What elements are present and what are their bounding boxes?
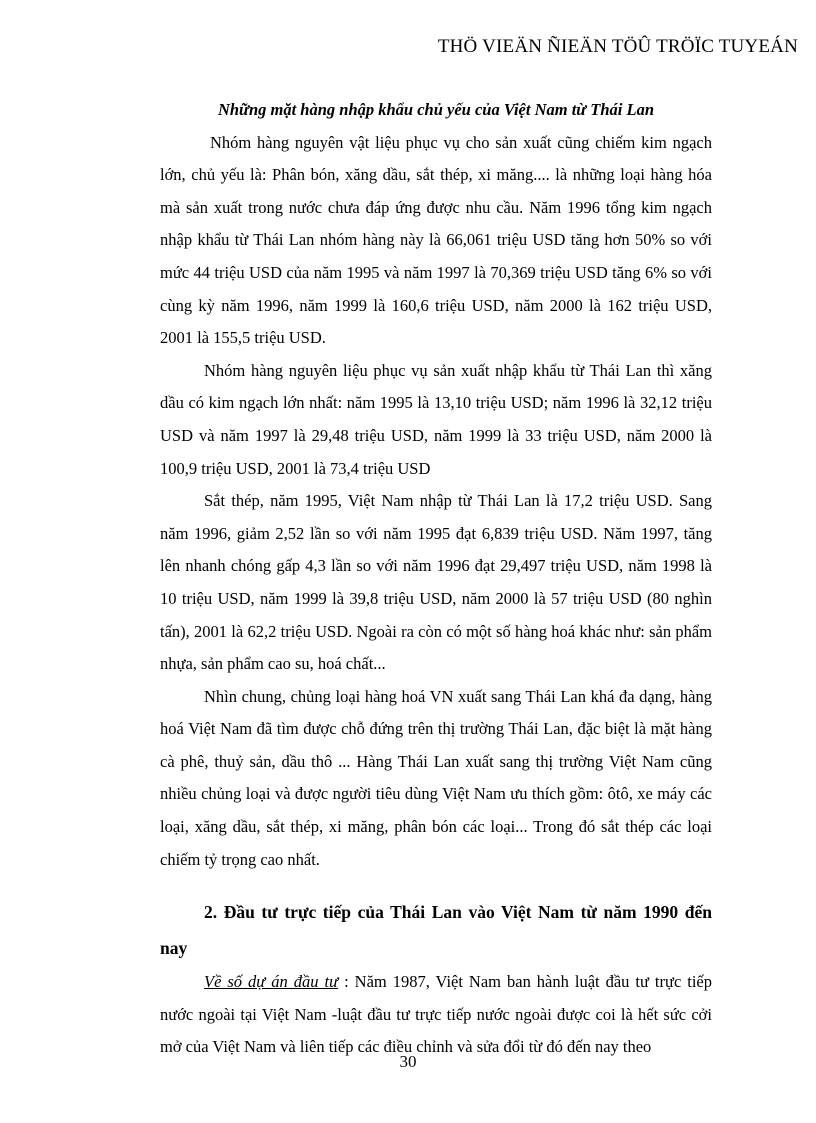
running-header: THÖ VIEÄN ÑIEÄN TÖÛ TRÖÏC TUYEÁN [437, 36, 798, 57]
page-number: 30 [399, 1052, 417, 1071]
document-body [160, 94, 712, 1064]
section-heading: Những mặt hàng nhập khẩu chủ yếu của Việt Nam từ Thái Lan [217, 100, 655, 119]
paragraph: Sắt thép, năm 1995, Việt Nam nhập từ Thái Lan là 17,2 triệu USD. Sang năm 1996, giảm 2,52 lần so với năm 1995 đạt 6,839 triệu USD. Năm 1997, tăng lên nhanh chóng gấp 4,3 lần so với năm 1996 đạt 29,497 triệu USD, năm 1998 là 10 triệu USD, năm 1999 là 39,8 triệu USD, năm 2000 là 57 triệu USD (80 nghìn tấn), 2001 là 62,2 triệu USD. Ngoài ra còn có một số hàng hoá khác như: sản phẩm nhựa, sản phẩm cao su, hoá chất... [160, 491, 712, 674]
paragraph: Nhìn chung, chủng loại hàng hoá VN xuất sang Thái Lan khá đa dạng, hàng hoá Việt Nam đã tìm được chỗ đứng trên thị trường Thái Lan, đặc biệt là mặt hàng cà phê, thuỷ sản, dầu thô ... Hàng Thái Lan xuất sang thị trường Việt Nam cũng nhiều chủng loại và được người tiêu dùng Việt Nam ưu thích gồm: ôtô, xe máy các loại, xăng dầu, sắt thép, xi măng, phân bón các loại... Trong đó sắt thép các loại chiếm tỷ trọng cao nhất. [160, 686, 712, 869]
paragraph [160, 966, 712, 1064]
paragraph: Nhóm hàng nguyên liệu phục vụ sản xuất nhập khẩu từ Thái Lan thì xăng dầu có kim ngạch lớn nhất: năm 1995 là 13,10 triệu USD; năm 1996 là 32,12 triệu USD và năm 1997 là 29,48 triệu USD, năm 1999 là 33 triệu USD, năm 2000 là 100,9 triệu USD, 2001 là 73,4 triệu USD [160, 360, 712, 478]
section-title: 2. Đầu tư trực tiếp của Thái Lan vào Việt Nam từ năm 1990 đến nay [160, 902, 712, 959]
paragraph-text: : Năm 1987, Việt Nam ban hành luật đầu tư trực tiếp nước ngoài tại Việt Nam -luật đầu tư trực tiếp nước ngoài được coi là hết sức cởi mở của Việt Nam và liên tiếp các điều chỉnh và sửa đổi từ đó đến nay theo [160, 972, 712, 1057]
paragraph: Nhóm hàng nguyên vật liệu phục vụ cho sản xuất cũng chiếm kim ngạch lớn, chủ yếu là: Phân bón, xăng dầu, sắt thép, xi măng.... là những loại hàng hóa mà sản xuất trong nước chưa đáp ứng được nhu cầu. Năm 1996 tổng kim ngạch nhập khẩu từ Thái Lan nhóm hàng này là 66,061 triệu USD tăng hơn 50% so với mức 44 triệu USD của năm 1995 và năm 1997 là 70,369 triệu USD tăng 6% so với cùng kỳ năm 1996, năm 1999 là 160,6 triệu USD, năm 2000 là 162 triệu USD, 2001 là 155,5 triệu USD. [160, 132, 712, 348]
subsection-label: Về số dự án đầu tư [204, 972, 339, 992]
